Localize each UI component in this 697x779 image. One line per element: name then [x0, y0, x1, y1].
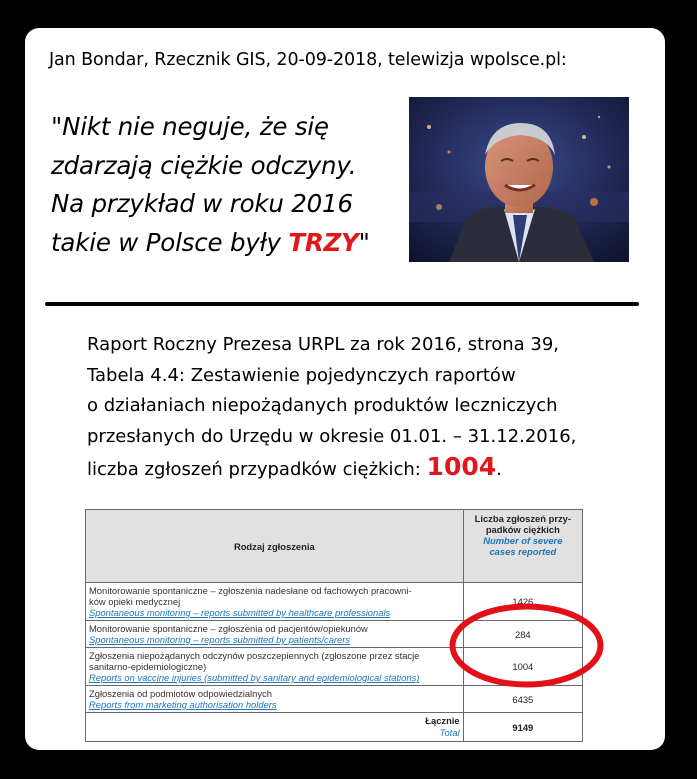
- report-line-5-suffix: .: [496, 459, 502, 480]
- table-total-label: [86, 713, 464, 742]
- row-pl-line: Zgłoszenia od podmiotów odpowiedzialnych: [89, 688, 272, 699]
- report-description: [87, 330, 647, 486]
- table-total-row: [86, 713, 583, 742]
- table-row: [86, 621, 583, 648]
- table-cell-value: 6435: [463, 686, 582, 713]
- table-cell-type: [86, 621, 464, 648]
- total-label-pl: Łącznie: [425, 715, 460, 726]
- report-line-3: o działaniach niepożądanych produktów leczniczych: [87, 395, 558, 416]
- table-header-count-pl-1: Liczba zgłoszeń przy-: [474, 513, 571, 524]
- severe-cases-count: 1004: [426, 452, 497, 481]
- row-en-line: Spontaneous monitoring – reports submitted by healthcare professionals: [89, 607, 391, 618]
- quote-line-2: zdarzają ciężkie odczyny.: [51, 150, 357, 180]
- table-cell-type: [86, 583, 464, 621]
- table-header-count-en-1: Number of severe: [483, 535, 563, 546]
- report-line-5-prefix: liczba zgłoszeń przypadków ciężkich:: [87, 459, 427, 480]
- table-cell-value-highlighted: 1004: [463, 648, 582, 686]
- table-header-count-pl-2: padków ciężkich: [485, 524, 560, 535]
- speaker-photo-illustration: [409, 97, 629, 262]
- table-cell-value: 1426: [463, 583, 582, 621]
- quote-line-1: "Nikt nie neguje, że się: [51, 112, 329, 141]
- table-cell-type: [86, 686, 464, 713]
- row-en-line: Spontaneous monitoring – reports submitted by patients/carers: [89, 634, 351, 645]
- quote-line-4-prefix: takie w Polsce były: [51, 227, 289, 257]
- quote-line-4: [51, 224, 411, 263]
- report-line-5: [87, 452, 647, 486]
- report-line-2: Tabela 4.4: Zestawienie pojedynczych raportów: [87, 364, 516, 386]
- quote-line-3: Na przykład w roku 2016: [51, 189, 353, 218]
- table-total-value: 9149: [463, 713, 582, 742]
- row-pl-line: Zgłoszenia niepożądanych odczynów poszczepiennych (zgłoszone przez stacje: [89, 650, 420, 661]
- table-header-count-en-2: cases reported: [489, 546, 557, 557]
- quote-highlight-trzy: TRZY: [288, 227, 359, 257]
- infographic-card: [25, 28, 665, 750]
- table-row: [86, 648, 583, 686]
- row-pl-line: Monitorowanie spontaniczne – zgłoszenia od pacjentów/opiekunów: [89, 623, 368, 634]
- total-label-en: Total: [439, 727, 460, 738]
- quote-line-4-suffix: ": [358, 227, 370, 257]
- quote-block: [51, 108, 411, 262]
- speaker-photo: [409, 97, 629, 262]
- row-pl-line: Monitorowanie spontaniczne – zgłoszenia nadesłane od fachowych pracowni-: [89, 585, 412, 596]
- table-header-count: [463, 510, 582, 583]
- row-pl-line: ków opieki medycznej: [89, 596, 181, 607]
- report-line-1: Raport Roczny Prezesa URPL za rok 2016, strona 39,: [87, 334, 560, 355]
- section-divider: [45, 302, 639, 306]
- row-pl-line: sanitarno-epidemiologiczne): [89, 661, 207, 672]
- table-header-type: Rodzaj zgłoszenia: [86, 510, 464, 583]
- table-row: [86, 583, 583, 621]
- attribution-line: Jan Bondar, Rzecznik GIS, 20-09-2018, telewizja wpolsce.pl:: [49, 50, 567, 70]
- row-en-line: Reports on vaccine injuries (submitted by sanitary and epidemiological stations): [89, 672, 420, 683]
- row-en-line: Reports from marketing authorisation holders: [89, 699, 277, 710]
- table-header-row: [86, 510, 583, 583]
- table-cell-type: [86, 648, 464, 686]
- table-cell-value: 284: [463, 621, 582, 648]
- table-row: [86, 686, 583, 713]
- report-line-4: przesłanych do Urzędu w okresie 01.01. – 31.12.2016,: [87, 425, 577, 447]
- severe-cases-table: [85, 509, 583, 742]
